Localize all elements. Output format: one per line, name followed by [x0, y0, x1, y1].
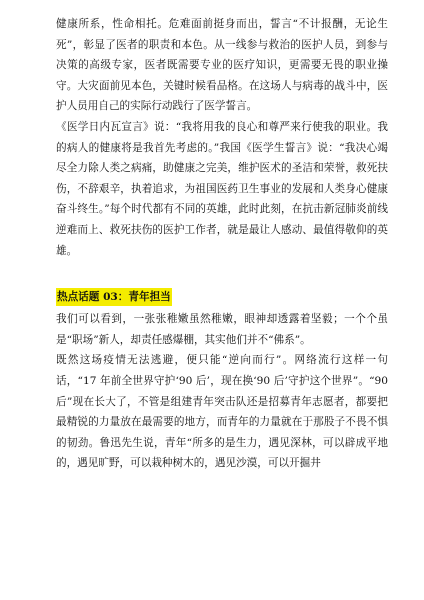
section-paragraph-1: 我们可以看到，一张张稚嫩虽然稚嫩，眼神却透露着坚毅；一个个虽是“职场”新人，却责任感爆棚，其实他们并不“佛系”。	[56, 313, 388, 346]
section-heading: 热点话题 03：青年担当	[56, 288, 172, 306]
body-paragraph-2: 《医学日内瓦宣言》说：“我将用我的良心和尊严来行使我的职业。我的病人的健康将是我首先考虑的。”我国《医学生誓言》说：“我决心竭尽全力除人类之病痛，助健康之完美，维护医术的圣洁和荣誉，救死扶伤，不辞艰辛，执着追求，为祖国医药卫生事业的发展和人类身心健康奋斗终生。”每个时代都有不同的英雄，此时此刻，在抗击新冠肺炎前线逆难而上、救死扶伤的医护工作者，就是最让人感动、最值得敬仰的英雄。	[56, 120, 388, 257]
section-spacer	[56, 261, 388, 287]
section-heading-wrap	[56, 287, 388, 309]
section-paragraph-2: 既然这场疫情无法逃避，便只能“逆向而行”。网络流行这样一句话，“17 年前全世界守护‘90 后’，现在换‘90 后’守护这个世界”。“90 后”现在长大了，不管是组建青年突击队还是招募青年志愿者，都要把最精锐的力量放在最需要的地方，而青年的力量就在于那股子不畏不惧的韧劲。鲁迅先生说，青年“所多的是生力，遇见深林，可以辟成平地的，遇见旷野，可以栽种树木的，遇见沙漠，可以开掘井	[56, 354, 388, 470]
body-paragraph-1: 健康所系，性命相托。危难面前挺身而出，誓言“不计报酬，无论生死”，彰显了医者的职责和本色。从一线参与救治的医护人员，到参与决策的高级专家，医者既需要专业的医疗知识，更需要无畏的职业操守。大灾面前见本色，关键时候看品格。在这场人与病毒的战斗中，医护人员用自己的实际行动践行了医学誓言。	[56, 18, 388, 113]
